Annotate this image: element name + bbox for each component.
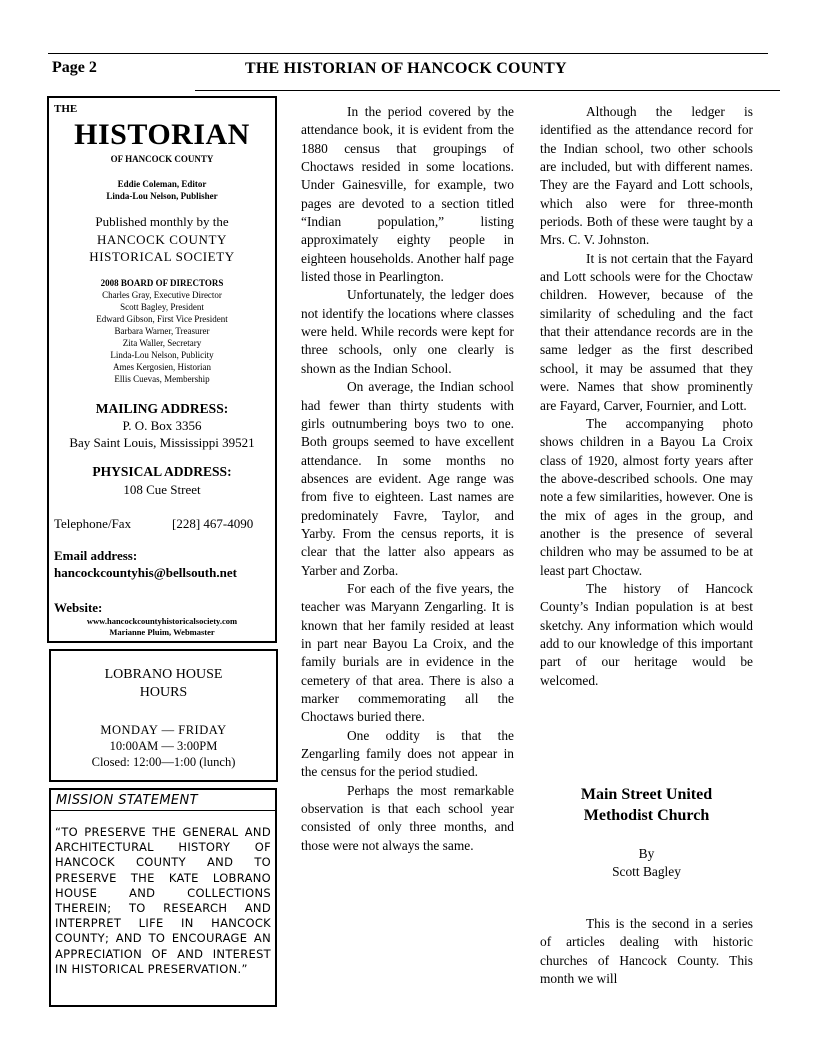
article-paragraph: It is not certain that the Fayard and Lott schools were for the Choctaw children. However, because of the similarity of scheduling and the fact that their attendance records are in the same ledger as the first described school, it may be assumed that they were. Names that show prominently are Fayard, Carver, Fournier, and Lott. <box>540 250 753 413</box>
mailing-address-line1: P. O. Box 3356 <box>122 418 202 433</box>
mission-title: MISSION STATEMENT <box>56 793 199 808</box>
header-rule-bottom <box>195 90 780 91</box>
lobrano-hours-box <box>49 649 278 782</box>
board-member: Zita Waller, Secretary <box>122 338 202 348</box>
article-column-2 <box>540 103 753 690</box>
article-column-1 <box>301 103 514 855</box>
mailing-address-title: MAILING ADDRESS: <box>95 401 229 416</box>
society-name-line2: HISTORICAL SOCIETY <box>89 249 235 264</box>
board-title: 2008 BOARD OF DIRECTORS <box>100 278 224 288</box>
article-paragraph: The history of Hancock County’s Indian population is at best sketchy. Any information which would add to our knowledge of this important part of our heritage would be welcomed. <box>540 580 753 688</box>
society-name-line1: HANCOCK COUNTY <box>96 232 228 247</box>
article-paragraph: For each of the five years, the teacher was Maryann Zengarling. It is known that her family resided at least in part near Bayou La Croix, and the family burials are in evidence in the cemetery of that area. There is also a marker commemorating all the Choctaws buried there. <box>301 580 514 725</box>
masthead-the: THE <box>54 103 78 115</box>
article-paragraph: One oddity is that the Zengarling family does not appear in the census for the period studied. <box>301 727 514 780</box>
webmaster-credit: Marianne Pluim, Webmaster <box>109 627 215 637</box>
church-article-title <box>540 784 753 826</box>
board-member: Scott Bagley, President <box>120 302 204 312</box>
board-member: Ames Kergosien, Historian <box>112 362 212 372</box>
physical-address-line1: 108 Cue Street <box>123 482 201 497</box>
board-member: Barbara Warner, Treasurer <box>114 326 210 336</box>
email-label: Email address: <box>54 548 138 563</box>
board-member: Linda-Lou Nelson, Publicity <box>110 350 214 360</box>
byline-by: By <box>638 846 655 861</box>
church-title-line1: Main Street United <box>580 786 713 803</box>
header-rule-top <box>48 53 768 54</box>
church-article-intro <box>540 915 753 988</box>
mission-divider <box>51 810 275 811</box>
hours-times: 10:00AM — 3:00PM <box>109 739 218 753</box>
telephone-number: [228] 467-4090 <box>172 516 254 531</box>
publisher-credit: Linda-Lou Nelson, Publisher <box>106 191 218 201</box>
article-paragraph: This is the second in a series of articles dealing with historic churches of Hancock County. This month we will <box>540 916 753 987</box>
hours-title-line2: HOURS <box>139 685 188 700</box>
masthead-name: HISTORIAN <box>74 118 250 151</box>
hours-days: MONDAY — FRIDAY <box>100 723 227 737</box>
page-number: Page 2 <box>52 59 97 76</box>
masthead-box <box>47 96 277 643</box>
board-member: Charles Gray, Executive Director <box>102 290 222 300</box>
article-paragraph: Perhaps the most remarkable observation is that each school year consisted of only three months, and those were not always the same. <box>301 782 514 853</box>
published-by: Published monthly by the <box>95 214 229 229</box>
mission-body: “TO PRESERVE THE GENERAL AND ARCHITECTURAL HISTORY OF HANCOCK COUNTY AND TO PRESERVE THE KATE LOBRANO HOUSE AND COLLECTIONS THEREIN; TO RESEARCH AND INTERPRET LIFE IN HANCOCK COUNTY; AND TO ENCOURAGE AN APPRECIATION OF AND INTEREST IN HISTORICAL PRESERVATION.” <box>55 825 271 976</box>
physical-address-title: PHYSICAL ADDRESS: <box>92 464 232 479</box>
telephone-label: Telephone/Fax <box>54 516 132 531</box>
byline-author: Scott Bagley <box>612 864 681 879</box>
article-paragraph: On average, the Indian school had fewer than thirty students with girls outnumbering boys two to one. Both groups seemed to have excellent attendance. In some months no absences are evident. Age range was from five to eighteen. Last names are predominately Favre, Taylor, and Yarby. From the census reports, it is clear that the latter also appears as Yarber and Zorba. <box>301 379 514 578</box>
hours-title-line1: LOBRANO HOUSE <box>104 667 223 682</box>
article-paragraph: The accompanying photo shows children in a Bayou La Croix class of 1920, almost forty years after the above-described schools. One may note a few similarities, however. One is the mix of ages in the group, and another is the presence of several children who may be assumed to be at least part Choctaw. <box>540 415 753 578</box>
article-paragraph: In the period covered by the attendance book, it is evident from the 1880 census that groupings of Choctaws resided in some locations. Under Gainesville, for example, two pages are devoted to a section titled “Indian population,” listing approximately eighty people in eighteen households. Another half page listed those in Pearlington. <box>301 104 514 285</box>
editor-credit: Eddie Coleman, Editor <box>117 179 207 189</box>
website-label: Website: <box>54 600 103 615</box>
board-member: Ellis Cuevas, Membership <box>114 374 210 384</box>
board-member: Edward Gibson, First Vice President <box>96 314 228 324</box>
masthead-of-county: OF HANCOCK COUNTY <box>110 154 214 164</box>
board-list <box>49 289 275 385</box>
newsletter-header-title: THE HISTORIAN OF HANCOCK COUNTY <box>245 60 567 77</box>
church-title-line2: Methodist Church <box>583 807 710 824</box>
article-paragraph: Although the ledger is identified as the attendance record for the Indian school, two other schools are included, but with different names. They are the Fayard and Lott schools, which also were for three-month periods. Both of these were taught by a Mrs. C. V. Johnston. <box>540 104 753 248</box>
mailing-address-line2: Bay Saint Louis, Mississippi 39521 <box>69 435 255 450</box>
website-url: www.hancockcountyhistoricalsociety.com <box>86 616 238 626</box>
article-paragraph: Unfortunately, the ledger does not identify the locations where classes were held. While records were kept for three schools, only one clearly is shown as the Indian School. <box>301 287 514 376</box>
hours-closed: Closed: 12:00—1:00 (lunch) <box>91 755 236 769</box>
mission-statement-box <box>49 788 277 1007</box>
email-address: hancockcountyhis@bellsouth.net <box>54 565 237 580</box>
